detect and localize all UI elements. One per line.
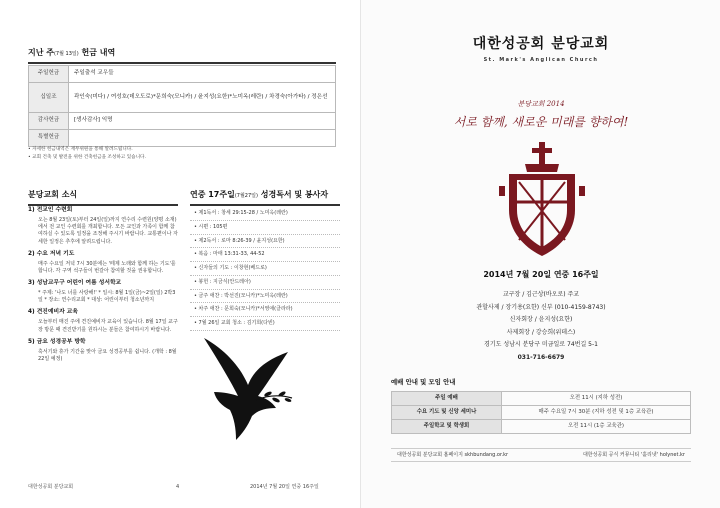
worship-value: 매주 수요일 7시 30분 (지하 성전 및 1층 교육관) (502, 406, 691, 420)
church-emblem-logo (495, 140, 589, 260)
offering-label: 십일조 (29, 83, 69, 113)
offering-title: 지난 주(7월 13일) 헌금 내역 (28, 48, 336, 64)
table-row (29, 130, 336, 147)
list-item: • 제2독서 : 로마 8:26-39 / 윤지성(요한) (190, 235, 340, 249)
news-text: 오는 8월 23일(토)부터 24일(일)까지 연수리 수련원(양평 소재)에서 전 교인 수련회를 개최합니다. 모든 교인과 가족이 함께 참여하실 수 있도록 일정을 조정해 주시기 바랍니다. 교통편이나 자세한 일정은 추후에 알려드립니다. (38, 216, 178, 245)
table-row (29, 83, 336, 113)
right-page (360, 0, 720, 508)
worship-label: 주일학교 및 학생회 (392, 420, 502, 434)
list-item: • 제1독서 : 창세 29:15-28 / 노미옥(레란) (190, 207, 340, 221)
list-item (28, 339, 178, 363)
staff-line: 관할사제 / 장기용(요한) 신부 (010-4159-8743) (476, 303, 606, 311)
table-row (29, 66, 336, 83)
offering-table (28, 65, 336, 147)
worship-table (391, 391, 691, 434)
offering-label: 특별헌금 (29, 130, 69, 147)
table-row (392, 406, 691, 420)
offering-value (69, 130, 336, 147)
news-heading: 3) 성남교무구 어린이 여름 성서학교 (28, 280, 122, 287)
worship-label: 주일 예배 (392, 392, 502, 406)
worship-label: 수요 기도 및 신앙 세미나 (392, 406, 502, 420)
list-item: • 복음 : 마태 13:31-33, 44-52 (190, 248, 340, 262)
table-row (392, 420, 691, 434)
worship-title: 예배 안내 및 모임 안내 (391, 378, 456, 386)
schedule-title: 연중 17주일(7월27일) 성경독서 및 봉사자 (190, 190, 340, 206)
sunday-heading: 2014년 7월 20일 연중 16주일 (483, 270, 599, 279)
staff-line: 교구장 / 김근상(바오로) 주교 (502, 291, 580, 298)
staff-line: 사제회장 / 강승희(위데스) (506, 328, 576, 336)
offering-value: [생사감사] 익명 (69, 113, 336, 130)
schedule-list (190, 207, 340, 331)
note-line: • 교회 건축 및 발전을 위한 건축헌금을 조성하고 있습니다. (28, 155, 146, 161)
news-text: 매주 수요일 저녁 7시 30분에는 '떼제 노래와 함께 하는 기도'를 합니다. 각 구역 석구들이 번갈아 참여할 것을 권유합니다. (38, 260, 176, 274)
news-text: * 주제: '나도 너를 사랑해!' * 일시: 8월 1일(금)~2일(일) 2박3일 * 장소: 연수리교회 * 대상: 어린이부터 청소년까지 (38, 289, 176, 304)
footer-page-number: 4 (176, 484, 180, 490)
list-item (28, 251, 178, 275)
offering-notes (28, 147, 338, 163)
slogan-year: 분당교회 2014 (517, 100, 565, 108)
table-row (29, 113, 336, 130)
news-title: 분당교회 소식 (28, 190, 178, 206)
homepage-link[interactable]: 대한성공회 분당교회 홈페이지 skhbundang.or.kr (397, 451, 509, 458)
list-item: • 신자들의 기도 : 이창현(베드로) (190, 262, 340, 276)
list-item: • 차주 애찬 : 문희숙(모니카)*서영애(클라라) (190, 303, 340, 317)
news-heading: 2) 수요 저녁 기도 (28, 250, 75, 257)
church-phone: 031-716-6679 (517, 353, 565, 361)
staff-info (361, 291, 720, 366)
offering-value: 곽인숙(미다) / 여성호(데오도로)*문희숙(모니카) / 윤지성(요한)*노미옥(레란) / 차경숙(아가타) / 정은선 (69, 83, 336, 113)
list-item (28, 280, 178, 304)
news-list (28, 207, 178, 368)
footer-date: 2014년 7월 20일 연중 16주일 (250, 484, 319, 490)
list-item (28, 309, 178, 333)
news-heading: 5) 금요 성경공부 방학 (28, 338, 86, 345)
footer-church: 대한성공회 분당교회 (28, 484, 74, 490)
note-line: • 자세한 헌금내역은 재무위원을 통해 알려드립니다. (28, 147, 133, 152)
offering-value: 주일출석 교우들 (69, 66, 336, 83)
news-heading: 4) 견진예비자 교육 (28, 309, 78, 316)
right-footer (391, 448, 691, 462)
worship-value: 오전 11시 (1층 교육관) (502, 420, 691, 434)
staff-line: 신자회장 / 윤지성(요한) (509, 316, 573, 323)
slogan: 서로 함께, 새로운 미래를 향하여! (453, 115, 629, 129)
list-item: • 7월 26일 교회 청소 : 김기희(다빈) (190, 317, 340, 331)
list-item (28, 207, 178, 246)
worship-value: 오전 11시 (지하 성전) (502, 392, 691, 406)
offering-label: 주일헌금 (29, 66, 69, 83)
offering-label: 감사헌금 (29, 113, 69, 130)
church-name: 대한성공회 분당교회 (472, 36, 610, 52)
news-text: 혹서기와 휴가 기간을 맞아 금요 성경공부를 쉽니다. (개학 : 8월 22일 예정) (38, 348, 177, 362)
news-text: 오늘부터 매진 주에 견진예비자 교육이 있습니다. 8월 17일 교구장 방문 때 견진받기를 원하시는 분들은 참여하시기 바랍니다. (38, 319, 178, 333)
church-english-name: St. Mark's Anglican Church (483, 57, 599, 63)
list-item: • 시편 : 105편 (190, 221, 340, 235)
church-address: 경기도 성남시 분당구 미금일로 74번길 5-1 (484, 341, 598, 348)
news-heading: 1) 전교인 수련회 (28, 207, 73, 213)
dove-illustration (196, 330, 296, 450)
list-item: • 금주 애찬 : 박선진(모니카)*노미옥(레란) (190, 290, 340, 304)
list-item: • 봉헌 : 지금식(안드레아) (190, 276, 340, 290)
table-row (392, 392, 691, 406)
community-link[interactable]: 대한성공회 공식 커뮤니티 '홀리넷' holynet.kr (582, 451, 685, 458)
